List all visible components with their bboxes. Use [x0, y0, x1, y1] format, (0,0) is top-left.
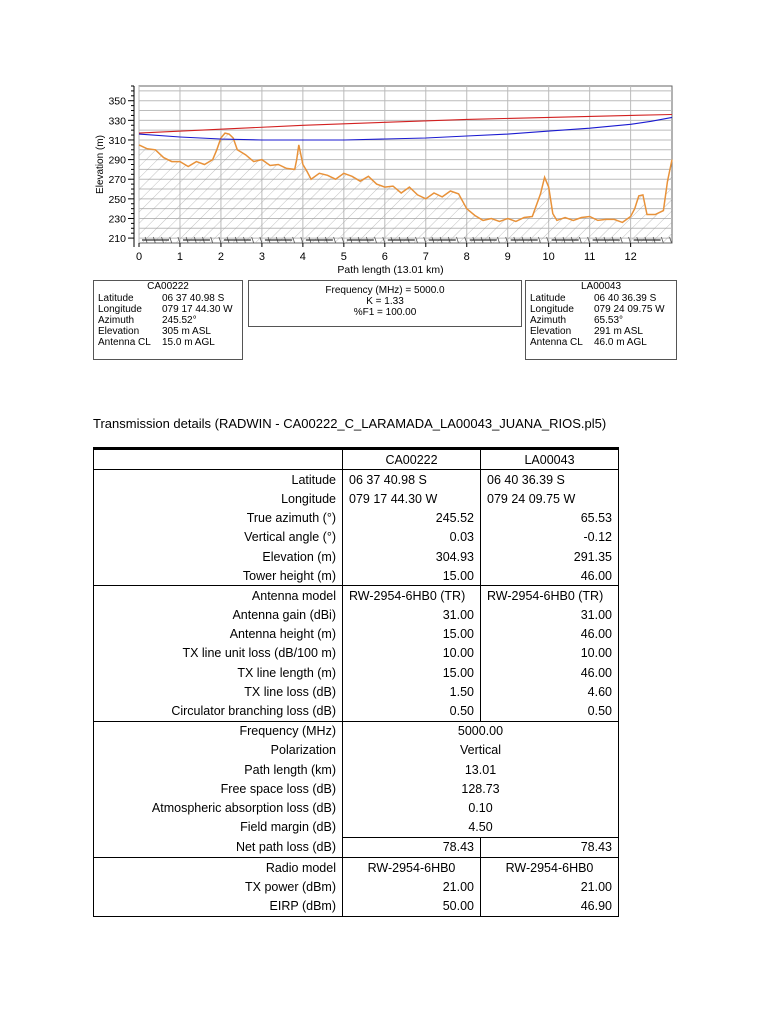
table-row	[94, 721, 619, 741]
site-b-info-box	[525, 280, 677, 360]
row-label: Frequency (MHz)	[94, 721, 343, 741]
table-row	[94, 818, 619, 838]
row-label: Path length (km)	[94, 760, 343, 779]
header-site-b: LA00043	[481, 449, 619, 470]
site-b-row	[526, 326, 676, 337]
row-value-site-a: 245.52	[343, 509, 481, 528]
row-shared-value: 5000.00	[343, 721, 619, 741]
table-row	[94, 606, 619, 625]
site-field-value: 15.0 m AGL	[162, 337, 215, 348]
row-shared-value: Vertical	[343, 741, 619, 760]
k-factor-line: K = 1.33	[366, 296, 404, 307]
table-header-row	[94, 449, 619, 470]
y-tick-label: 270	[108, 174, 126, 187]
site-field-label: Antenna CL	[98, 337, 151, 348]
table-row	[94, 489, 619, 508]
row-shared-value: 13.01	[343, 760, 619, 779]
row-value-site-a: 78.43	[343, 837, 481, 857]
row-label: Longitude	[94, 489, 343, 508]
row-value-site-b: 46.00	[481, 566, 619, 586]
header-site-a: CA00222	[343, 449, 481, 470]
y-tick-label: 250	[108, 193, 126, 206]
row-value-site-a: 079 17 44.30 W	[343, 489, 481, 508]
y-tick-label: 210	[108, 233, 126, 246]
table-row	[94, 701, 619, 721]
y-tick-label: 230	[108, 213, 126, 226]
row-value-site-a: 15.00	[343, 663, 481, 682]
row-value-site-b: 291.35	[481, 547, 619, 566]
site-field-label: Latitude	[98, 293, 134, 304]
site-field-label: Azimuth	[530, 315, 567, 326]
frequency-line: Frequency (MHz) = 5000.0	[325, 285, 445, 296]
row-label: Latitude	[94, 470, 343, 490]
table-row	[94, 896, 619, 916]
site-field-value: 305 m ASL	[162, 326, 211, 337]
row-label: TX line length (m)	[94, 663, 343, 682]
site-field-value: 65.53°	[594, 315, 624, 326]
frequency-info-box	[248, 280, 522, 327]
site-a-row	[94, 337, 242, 348]
row-label: Circulator branching loss (dB)	[94, 701, 343, 721]
row-value-site-b: RW-2954-6HB0 (TR)	[481, 586, 619, 606]
row-label: Antenna height (m)	[94, 625, 343, 644]
row-label: Vertical angle (°)	[94, 528, 343, 547]
x-tick-label: 9	[504, 251, 511, 263]
x-tick-label: 12	[624, 251, 637, 263]
row-shared-value: 0.10	[343, 798, 619, 817]
row-label: TX line loss (dB)	[94, 682, 343, 701]
y-tick-label: 310	[108, 134, 126, 147]
row-value-site-a: 50.00	[343, 896, 481, 916]
x-tick-label: 6	[381, 251, 388, 263]
row-value-site-b: 079 24 09.75 W	[481, 489, 619, 508]
row-value-site-b: 65.53	[481, 509, 619, 528]
row-value-site-a: 21.00	[343, 877, 481, 896]
table-row	[94, 837, 619, 857]
row-label: Polarization	[94, 741, 343, 760]
row-value-site-a: 06 37 40.98 S	[343, 470, 481, 490]
site-field-label: Elevation	[98, 326, 140, 337]
site-field-label: Longitude	[530, 304, 574, 315]
y-tick-label: 330	[108, 115, 126, 128]
table-row	[94, 625, 619, 644]
table-row	[94, 547, 619, 566]
header-blank	[94, 449, 343, 470]
site-field-value: 06 37 40.98 S	[162, 293, 225, 304]
x-tick-label: 11	[583, 251, 596, 263]
site-field-value: 291 m ASL	[594, 326, 643, 337]
table-row	[94, 644, 619, 663]
row-value-site-a: 1.50	[343, 682, 481, 701]
table-row	[94, 741, 619, 760]
x-tick-label: 1	[176, 251, 184, 263]
site-field-label: Latitude	[530, 293, 566, 304]
site-field-label: Elevation	[530, 326, 572, 337]
site-field-label: Longitude	[98, 304, 142, 315]
y-tick-label: 350	[108, 95, 126, 108]
table-row	[94, 779, 619, 798]
row-label: Antenna model	[94, 586, 343, 606]
row-label: Field margin (dB)	[94, 818, 343, 838]
row-value-site-a: 304.93	[343, 547, 481, 566]
row-value-site-b: 46.00	[481, 625, 619, 644]
row-value-site-a: RW-2954-6HB0	[343, 857, 481, 877]
x-tick-label: 3	[258, 251, 265, 263]
site-a-row	[94, 304, 242, 315]
row-label: Net path loss (dB)	[94, 837, 343, 857]
site-a-info-box	[93, 280, 243, 360]
site-a-row	[94, 326, 242, 337]
row-label: TX line unit loss (dB/100 m)	[94, 644, 343, 663]
transmission-details-table	[93, 447, 619, 917]
table-row	[94, 798, 619, 817]
row-value-site-b: 0.50	[481, 701, 619, 721]
table-row	[94, 877, 619, 896]
site-field-value: 079 17 44.30 W	[162, 304, 233, 315]
table-row	[94, 509, 619, 528]
row-value-site-b: RW-2954-6HB0	[481, 857, 619, 877]
table-row	[94, 566, 619, 586]
row-label: Radio model	[94, 857, 343, 877]
x-tick-label: 8	[463, 251, 470, 263]
x-tick-label: 2	[217, 251, 224, 263]
transmission-details-title: Transmission details (RADWIN - CA00222_C_LARAMADA_LA00043_JUANA_RIOS.pl5)	[93, 416, 607, 431]
site-field-value: 06 40 36.39 S	[594, 293, 657, 304]
site-field-label: Azimuth	[98, 315, 135, 326]
row-value-site-b: 78.43	[481, 837, 619, 857]
table-row	[94, 528, 619, 547]
row-value-site-b: 31.00	[481, 606, 619, 625]
site-a-name: CA00222	[147, 281, 189, 292]
site-a-row	[94, 315, 242, 326]
site-b-name: LA00043	[580, 281, 622, 292]
row-label: Elevation (m)	[94, 547, 343, 566]
row-label: Tower height (m)	[94, 566, 343, 586]
table-row	[94, 760, 619, 779]
row-label: Atmospheric absorption loss (dB)	[94, 798, 343, 817]
x-tick-label: 7	[422, 251, 429, 263]
row-value-site-b: 4.60	[481, 682, 619, 701]
site-b-row	[526, 315, 676, 326]
table-row	[94, 857, 619, 877]
row-value-site-b: 06 40 36.39 S	[481, 470, 619, 490]
row-label: Antenna gain (dBi)	[94, 606, 343, 625]
table-row	[94, 682, 619, 701]
table-row	[94, 470, 619, 490]
row-label: Free space loss (dB)	[94, 779, 343, 798]
row-shared-value: 4.50	[343, 818, 619, 838]
y-tick-label: 290	[108, 154, 126, 167]
row-value-site-a: 10.00	[343, 644, 481, 663]
site-a-row	[94, 293, 242, 304]
row-label: True azimuth (°)	[94, 509, 343, 528]
row-value-site-a: 31.00	[343, 606, 481, 625]
site-field-value: 46.0 m AGL	[594, 337, 647, 348]
row-value-site-a: RW-2954-6HB0 (TR)	[343, 586, 481, 606]
row-value-site-a: 15.00	[343, 566, 481, 586]
table-row	[94, 663, 619, 682]
table-row	[94, 586, 619, 606]
site-b-row	[526, 304, 676, 315]
row-value-site-a: 15.00	[343, 625, 481, 644]
site-field-label: Antenna CL	[530, 337, 583, 348]
row-value-site-b: 10.00	[481, 644, 619, 663]
row-label: EIRP (dBm)	[94, 896, 343, 916]
row-value-site-a: 0.03	[343, 528, 481, 547]
row-value-site-b: 46.90	[481, 896, 619, 916]
row-value-site-a: 0.50	[343, 701, 481, 721]
site-field-value: 079 24 09.75 W	[594, 304, 665, 315]
row-value-site-b: -0.12	[481, 528, 619, 547]
y-axis-label: Elevation (m)	[95, 135, 106, 194]
x-tick-label: 10	[542, 251, 555, 263]
x-tick-label: 0	[135, 251, 143, 263]
x-tick-label: 5	[340, 251, 347, 263]
fresnel-line: %F1 = 100.00	[353, 307, 417, 318]
site-b-row	[526, 337, 676, 348]
x-axis-label: Path length (13.01 km)	[337, 264, 444, 276]
row-value-site-b: 21.00	[481, 877, 619, 896]
site-field-value: 245.52°	[162, 315, 197, 326]
x-tick-label: 4	[299, 251, 306, 263]
row-value-site-b: 46.00	[481, 663, 619, 682]
row-shared-value: 128.73	[343, 779, 619, 798]
row-label: TX power (dBm)	[94, 877, 343, 896]
site-b-row	[526, 293, 676, 304]
